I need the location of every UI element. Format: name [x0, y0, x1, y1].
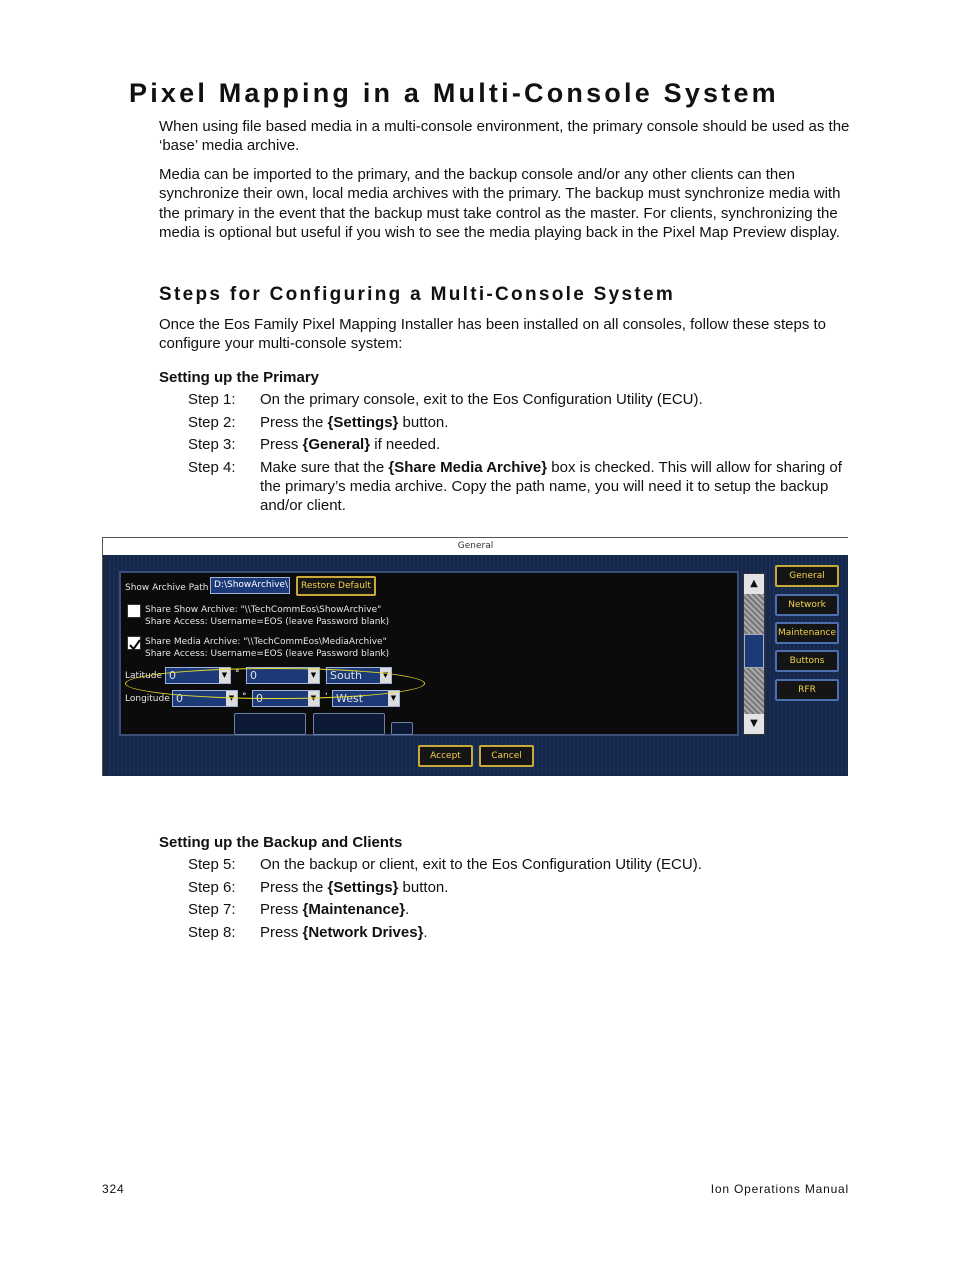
chevron-down-icon: ▼: [308, 691, 319, 706]
step-text: Press {General} if needed.: [260, 436, 441, 453]
step-number: Step 7:: [188, 901, 236, 918]
step-number: Step 1:: [188, 391, 236, 408]
manual-title: Ion Operations Manual: [710, 1182, 849, 1196]
side-button-maintenance[interactable]: Maintenance: [775, 622, 839, 644]
minute-symbol: ': [325, 692, 328, 702]
step-number: Step 3:: [188, 436, 236, 453]
chevron-down-icon: ▼: [308, 668, 319, 683]
settings-panel: [119, 571, 739, 736]
step-text: Make sure that the {Share Media Archive} box is checked. This will allow for sharing of the primary’s media archive. Copy the path name, you will need it to setup the backup and/or client.: [260, 459, 842, 515]
step-number: Step 4:: [188, 459, 236, 476]
side-button-general[interactable]: General: [775, 565, 839, 587]
step-text: Press the {Settings} button.: [260, 414, 449, 431]
scroll-down-icon[interactable]: ▼: [744, 714, 764, 734]
restore-default-button[interactable]: Restore Default: [296, 576, 376, 596]
show-archive-label: Show Archive Path: [125, 583, 209, 593]
share-show-access-label: Share Access: Username=EOS (leave Password blank): [145, 617, 390, 627]
step-number: Step 5:: [188, 856, 236, 873]
blank-button-1[interactable]: [234, 713, 306, 735]
share-media-archive-label: Share Media Archive: "\\TechCommEos\MediaArchive": [145, 637, 387, 647]
scroll-up-icon[interactable]: ▲: [744, 574, 764, 594]
step-number: Step 8:: [188, 924, 236, 941]
accept-button[interactable]: Accept: [418, 745, 473, 767]
longitude-direction-select[interactable]: West ▼: [332, 690, 400, 707]
section-intro: Once the Eos Family Pixel Mapping Installer has been installed on all consoles, follow these steps to configure your multi-console system:: [159, 316, 827, 353]
intro-paragraph-2: Media can be imported to the primary, and the backup console and/or any other clients can then synchronize their own, local media archives with the primary. The backup must synchronize media with the primary in the event that the backup must take control as the master. For clients, synchronizing the media is optional but useful if you wish to see the media playing back in the Pixel Map Preview display.: [159, 166, 841, 242]
page-title: Pixel Mapping in a Multi-Console System: [129, 78, 779, 108]
page-number: 324: [102, 1182, 125, 1196]
share-show-archive-checkbox[interactable]: [127, 604, 141, 618]
window-title: General: [103, 538, 848, 555]
show-archive-path-input[interactable]: D:\ShowArchive\: [210, 577, 290, 594]
share-media-access-label: Share Access: Username=EOS (leave Password blank): [145, 649, 390, 659]
longitude-degrees-select[interactable]: 0 ▼: [172, 690, 238, 707]
highlight-circle: [125, 668, 425, 699]
step-text: Press {Maintenance}.: [260, 901, 410, 918]
latitude-direction-select[interactable]: South ▼: [326, 667, 392, 684]
degree-symbol: °: [242, 692, 247, 702]
step-text: Press {Network Drives}.: [260, 924, 428, 941]
scrollbar[interactable]: [743, 573, 765, 735]
longitude-minutes-select[interactable]: 0 ▼: [252, 690, 320, 707]
degree-symbol: °: [235, 669, 240, 679]
blank-button-3[interactable]: [391, 722, 413, 735]
primary-label: Setting up the Primary: [159, 369, 320, 386]
side-button-network[interactable]: Network: [775, 594, 839, 616]
share-show-archive-label: Share Show Archive: "\\TechCommEos\ShowArchive": [145, 605, 382, 615]
chevron-down-icon: ▼: [380, 668, 391, 683]
step-text: Press the {Settings} button.: [260, 879, 449, 896]
chevron-down-icon: ▼: [219, 668, 230, 683]
latitude-label: Latitude: [125, 671, 163, 681]
intro-paragraph-1: When using file based media in a multi-console environment, the primary console should be used as the ‘base’ media archive.: [159, 118, 850, 155]
checkmark-icon: [128, 638, 142, 652]
latitude-degrees-select[interactable]: 0 ▼: [165, 667, 231, 684]
ecu-screenshot: [102, 537, 848, 776]
chevron-down-icon: ▼: [226, 691, 237, 706]
backup-label: Setting up the Backup and Clients: [159, 834, 403, 851]
longitude-label: Longitude: [125, 694, 170, 704]
cancel-button[interactable]: Cancel: [479, 745, 534, 767]
scroll-thumb[interactable]: [744, 634, 764, 668]
side-button-rfr[interactable]: RFR: [775, 679, 839, 701]
step-number: Step 2:: [188, 414, 236, 431]
section-heading: Steps for Configuring a Multi-Console System: [159, 284, 676, 305]
step-text: On the backup or client, exit to the Eos Configuration Utility (ECU).: [260, 856, 702, 873]
step-number: Step 6:: [188, 879, 236, 896]
side-button-buttons[interactable]: Buttons: [775, 650, 839, 672]
step-text: On the primary console, exit to the Eos Configuration Utility (ECU).: [260, 391, 703, 408]
blank-button-2[interactable]: [313, 713, 385, 735]
share-media-archive-checkbox[interactable]: [127, 636, 141, 650]
latitude-minutes-select[interactable]: 0 ▼: [246, 667, 320, 684]
chevron-down-icon: ▼: [388, 691, 399, 706]
